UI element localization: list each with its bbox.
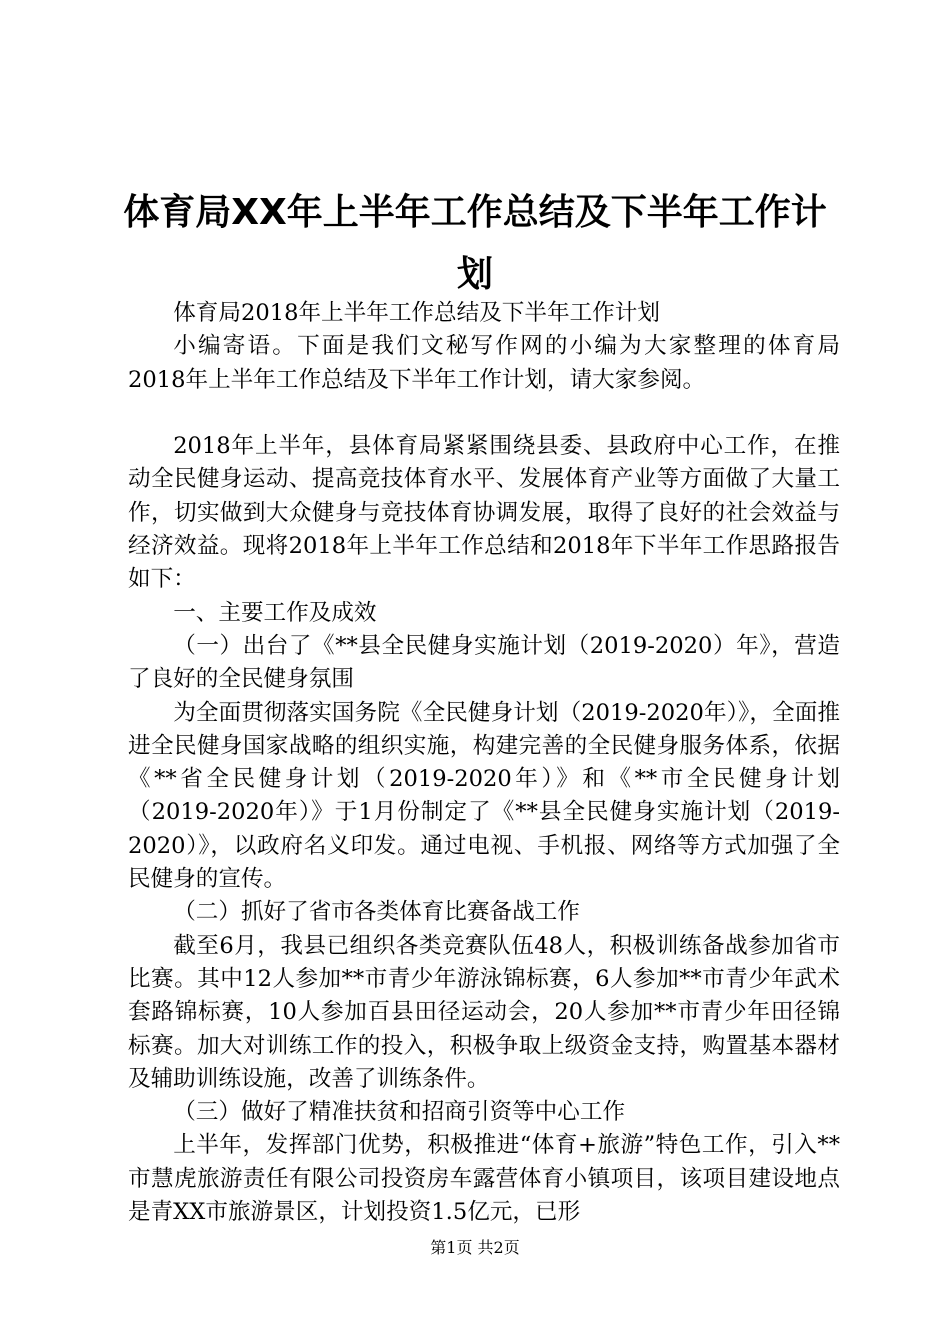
- title-line-1: 体育局XX年上半年工作总结及下半年工作计: [123, 192, 827, 233]
- paragraph: （一）出台了《**县全民健身实施计划（2019-2020）年》，营造了良好的全民健身氛围: [128, 632, 840, 693]
- paragraph: 小编寄语。下面是我们文秘写作网的小编为大家整理的体育局2018年上半年工作总结及下半年工作计划，请大家参阅。: [128, 333, 840, 393]
- paragraph-spacer: [128, 397, 840, 430]
- paragraph: 截至6月，我县已组织各类竞赛队伍48人，积极训练备战参加省市比赛。其中12人参加**市青少年游泳锦标赛，6人参加**市青少年武术套路锦标赛，10人参加百县田径运动会，20人参加**市青少年田径锦标赛。加大对训练工作的投入，积极争取上级资金支持，购置基本器材及辅助训练设施，改善了训练条件。: [128, 932, 840, 1092]
- document-title: [110, 182, 840, 306]
- paragraph: （三）做好了精准扶贫和招商引资等中心工作: [173, 1099, 626, 1126]
- document-body: [128, 297, 840, 1229]
- paragraph: 一、主要工作及成效: [173, 599, 377, 626]
- title-line-2: 划: [456, 254, 493, 295]
- paragraph: 上半年，发挥部门优势，积极推进“体育+旅游”特色工作，引入**市慧虎旅游责任有限公司投资房车露营体育小镇项目，该项目建设地点是青XX市旅游景区，计划投资1.5亿元，已形: [128, 1132, 840, 1226]
- paragraph: 2018年上半年，县体育局紧紧围绕县委、县政府中心工作，在推动全民健身运动、提高竞技体育水平、发展体育产业等方面做了大量工作，切实做到大众健身与竞技体育协调发展，取得了良好的社会效益与经济效益。现将2018年上半年工作总结和2018年下半年工作思路报告如下：: [128, 433, 840, 593]
- paragraph: 为全面贯彻落实国务院《全民健身计划（2019-2020年）》，全面推进全民健身国家战略的组织实施，构建完善的全民健身服务体系，依据《**省全民健身计划（2019-2020年）》和《**市全民健身计划（2019-2020年）》于1月份制定了《**县全民健身实施计划（2019-2020）》，以政府名义印发。通过电视、手机报、网络等方式加强了全民健身的宣传。: [128, 699, 840, 893]
- page-footer: 第1页 共2页: [430, 1238, 520, 1257]
- paragraph: （二）抓好了省市各类体育比赛备战工作: [173, 899, 580, 926]
- paragraph: 体育局2018年上半年工作总结及下半年工作计划: [173, 300, 660, 326]
